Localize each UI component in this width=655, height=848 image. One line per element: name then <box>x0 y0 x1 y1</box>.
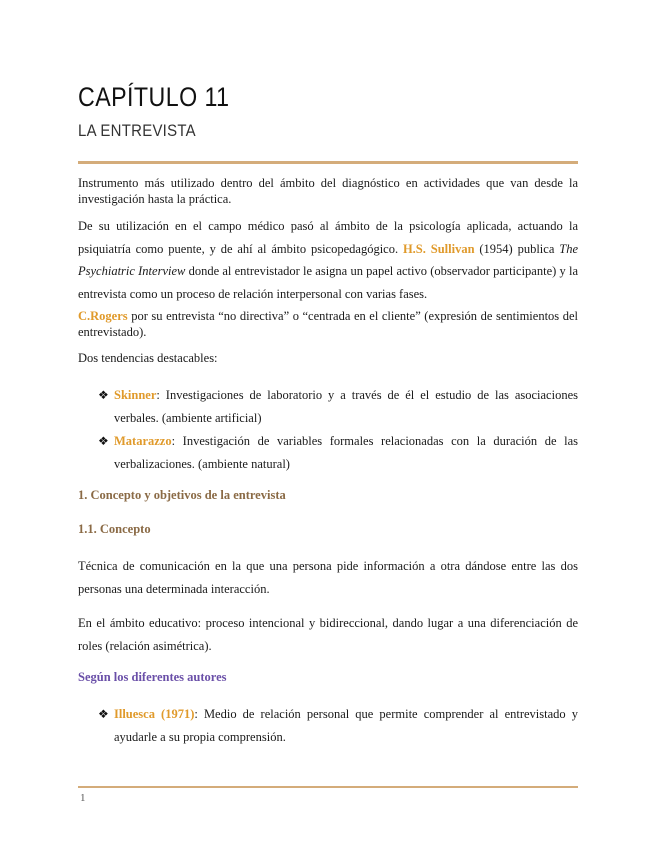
subsection-heading-concepto: 1.1. Concepto <box>78 522 151 536</box>
paragraph-ambito-educativo: En el ámbito educativo: proceso intencional y bidireccional, dando lugar a una diferenciación de roles (relación asimétrica). <box>78 616 578 653</box>
paragraph-tendencias: Dos tendencias destacables: <box>78 351 218 365</box>
book-title: The Psychiatric Interview <box>78 241 578 278</box>
paragraph-intro: Instrumento más utilizado dentro del ámbito del diagnóstico en actividades que van desde la investigación hasta la práctica. <box>78 176 578 206</box>
bullet-skinner <box>98 384 578 429</box>
bullet-matarazzo-text: : Investigación de variables formales relacionadas con la duración de las verbalizaciones. (ambiente natural) <box>114 434 578 471</box>
chapter-subtitle: LA ENTREVISTA <box>78 121 196 140</box>
section-heading-concepto-objetivos: 1. Concepto y objetivos de la entrevista <box>78 488 286 502</box>
page-number: 1 <box>80 792 86 804</box>
paragraph-rogers <box>78 308 578 340</box>
author-illuesca: Illuesca (1971) <box>114 707 195 721</box>
top-divider <box>78 161 578 164</box>
paragraph-history-text-b: (1954) publica <box>474 241 560 256</box>
bullet-mark-icon: ❖ <box>98 707 109 721</box>
author-matarazzo: Matarazzo <box>114 434 172 448</box>
bullet-mark-icon: ❖ <box>98 388 109 402</box>
author-sullivan: H.S. Sullivan <box>402 241 475 256</box>
bullet-mark-icon: ❖ <box>98 434 109 448</box>
bullet-skinner-text: : Investigaciones de laboratorio y a través de él el estudio de las asociaciones verbales. (ambiente artificial) <box>114 388 578 425</box>
author-rogers: C.Rogers <box>78 309 128 323</box>
heading-segun-autores: Según los diferentes autores <box>78 670 227 684</box>
bottom-divider <box>78 786 578 788</box>
author-skinner: Skinner <box>114 388 157 402</box>
bullet-illuesca <box>98 703 578 748</box>
paragraph-rogers-text: por su entrevista “no directiva” o “centrada en el cliente” (expresión de sentimientos del entrevistado). <box>78 309 578 339</box>
chapter-title: CAPÍTULO 11 <box>78 82 230 112</box>
paragraph-history <box>78 215 578 305</box>
paragraph-history-text-a: De su utilización en el campo médico pasó al ámbito de la psicología aplicada, actuando la psiquiatría como puente, y de ahí al ámbito psicopedagógico. <box>78 219 578 256</box>
paragraph-history-text-c: donde al entrevistador le asigna un papel activo (observador participante) y la entrevista como un proceso de relación interpersonal con varias fases. <box>78 264 578 301</box>
bullet-illuesca-text: : Medio de relación personal que permite comprender al entrevistado y ayudarle a su propia comprensión. <box>114 707 578 744</box>
paragraph-definicion: Técnica de comunicación en la que una persona pide información a otra dándose entre las dos personas una determinada interacción. <box>78 559 578 596</box>
bullet-matarazzo <box>98 430 578 475</box>
